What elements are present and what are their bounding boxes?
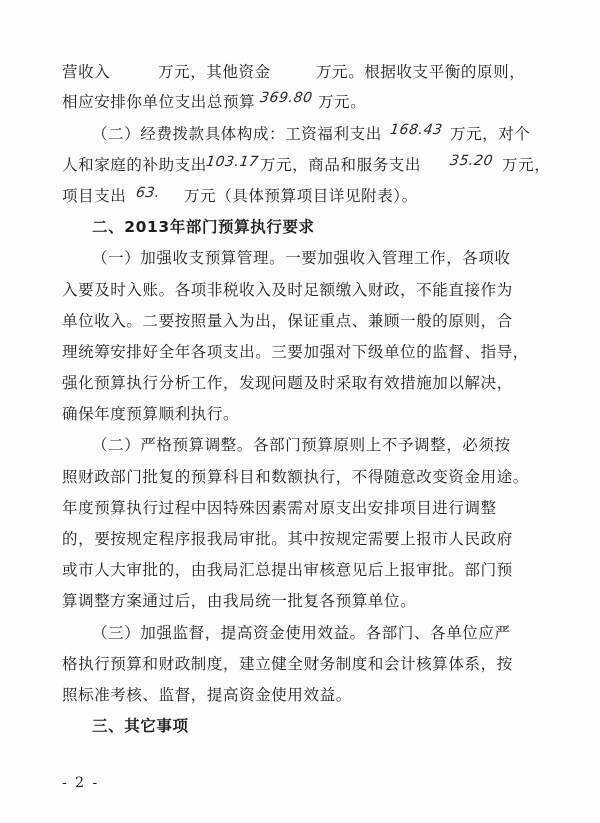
text-fragment: 万元， <box>502 156 551 174</box>
text-fragment: 人和家庭的补助支出 <box>62 156 207 174</box>
document-page: 营收入 万元，其他资金 万元。根据收支平衡的原则， 相应安排你单位支出总预算 369.80 万元。 （二）经费拨款具体构成：工资福利支出 168.43 万元，对个 人和家庭的补助支出 103.17 万元，商品和服务支出 35.20 万元， 项目支出 63. 万元（具体预算项目详见附表）。 二、2013年部门预算执行要求 （一）加强收支预算管理。一要加强收入管理工作，各项收 入要及时入账。各项非税收入及时足额缴入财政，不能直接作为 单位收入。二要按照量入为出，保证重点、兼顾一般的原则，合 理统筹安排好全年各项支出。三要加强对下级单位的监督、指导， 强化预算执行分析工作，发现问题及时采取有效措施加以解决， 确保年度预算顺利执行。 （二）严格预算调整。各部门预算原则上不予调整，必须按 照财政部门批复的预算科目和数额执行，不得随意改变资金用途。 年度预算执行过程中因特殊因素需对原支出安排项目进行调整 的，要按规定程序报我局审批。其中按规定需要上报市人民政府 或市人大审批的，由我局汇总提出审核意见后上报审批。部门预 算调整方案通过后，由我局统一批复各预算单位。 （三）加强监督，提高资金使用效益。各部门、各单位应严 格执行预算和财政制度，建立健全财务制度和会计核算体系，按 照标准考核、监督，提高资金使用效益。 三、其它事项 - 2 - <box>62 63 551 791</box>
page-number: - 2 - <box>62 775 100 791</box>
text-fragment: 万元。根据收支平衡的原则， <box>316 63 526 81</box>
handwritten-salary-expense: 168.43 <box>388 122 444 138</box>
text-fragment: （二）经费拨款具体构成：工资福利支出 <box>92 125 382 143</box>
text-fragment: 万元。 <box>318 93 367 111</box>
handwritten-project-expense: 63. <box>134 185 162 201</box>
text-fragment: 万元（具体预算项目详见附表）。 <box>184 187 418 205</box>
handwritten-total-budget: 369.80 <box>258 90 314 106</box>
text-fragment: 万元，商品和服务支出 <box>260 156 422 174</box>
text-fragment: 万元，对个 <box>450 125 531 143</box>
handwritten-goods-services-expense: 35.20 <box>448 153 495 169</box>
text-fragment: 项目支出 <box>62 187 127 205</box>
text-fragment: 相应安排你单位支出总预算 <box>62 93 256 111</box>
handwritten-subsidy-expense: 103.17 <box>204 154 260 170</box>
text-fragment: 营收入 <box>62 63 111 81</box>
text-fragment: 万元，其他资金 <box>158 63 271 81</box>
